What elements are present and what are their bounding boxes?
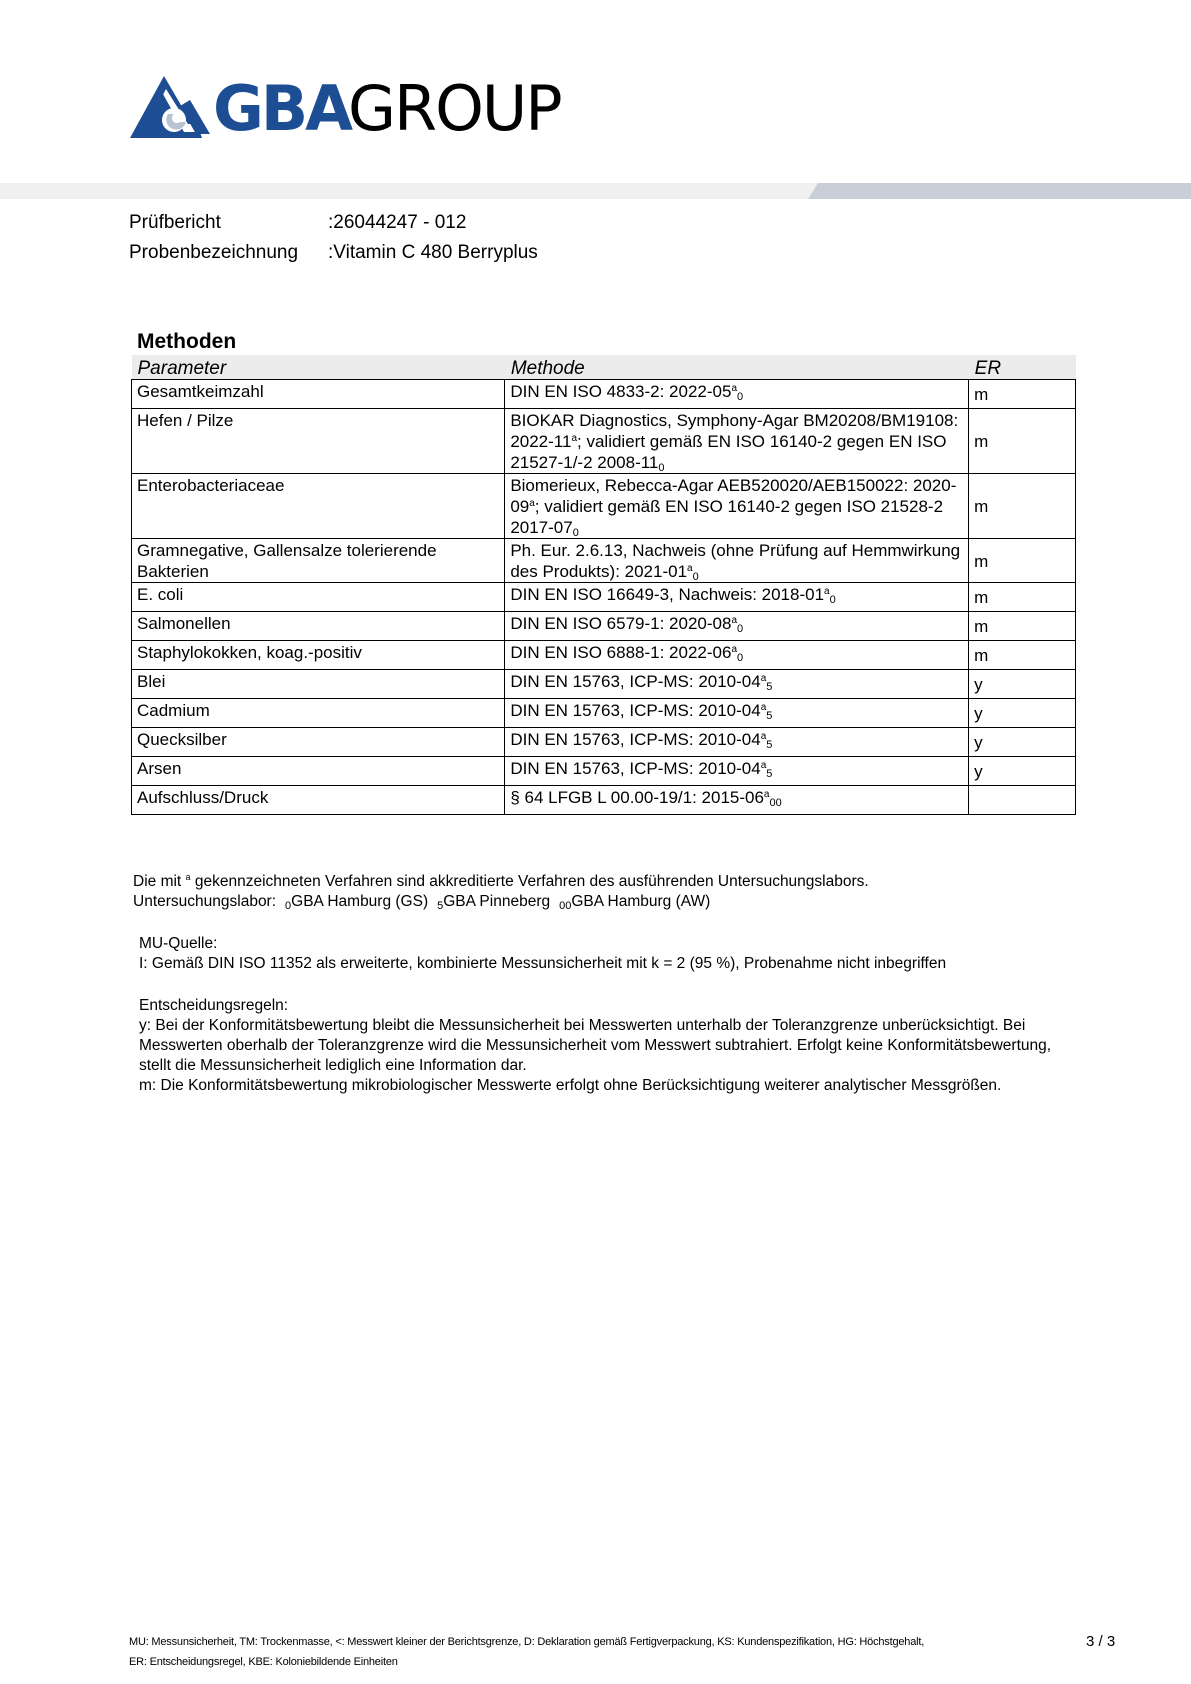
method-text: § 64 LFGB L 00.00-19/1: 2015-06 bbox=[510, 788, 764, 807]
report-number-row bbox=[129, 208, 538, 238]
labs-label: Untersuchungslabor: bbox=[133, 893, 277, 910]
parameter-cell: Blei bbox=[132, 670, 505, 699]
gba-group-logo bbox=[130, 72, 561, 145]
lab-code: 0 bbox=[737, 391, 744, 403]
header-parameter: Parameter bbox=[132, 355, 505, 380]
method-text: Biomerieux, Rebecca-Agar AEB520020/AEB150022: 2020-09 bbox=[510, 476, 957, 516]
parameter-cell: Quecksilber bbox=[132, 728, 505, 757]
lab-code: 0 bbox=[285, 900, 292, 912]
page-number: 3 / 3 bbox=[1086, 1633, 1116, 1650]
method-cell bbox=[505, 641, 969, 670]
table-row bbox=[132, 699, 1076, 728]
method-text-tail: ; validiert gemäß EN ISO 16140-2 gegen EN ISO 21527-1/-2 2008-11 bbox=[510, 432, 947, 472]
mu-text: I: Gemäß DIN ISO 11352 als erweiterte, kombinierte Messunsicherheit mit k = 2 (95 %), Probenahme nicht inbegriffen bbox=[139, 955, 947, 972]
gba-triangle-icon bbox=[130, 76, 210, 138]
method-cell bbox=[505, 728, 969, 757]
parameter-cell: Salmonellen bbox=[132, 612, 505, 641]
sample-name-value: :Vitamin C 480 Berryplus bbox=[328, 242, 538, 263]
accreditation-mark: a bbox=[760, 760, 767, 771]
logo-wordmark-group: GROUP bbox=[348, 72, 561, 145]
accreditation-mark: a bbox=[760, 702, 767, 713]
lab-code: 0 bbox=[658, 462, 665, 474]
parameter-cell: Hefen / Pilze bbox=[132, 409, 505, 474]
method-text: DIN EN 15763, ICP-MS: 2010-04 bbox=[510, 759, 761, 778]
method-text: DIN EN ISO 6579-1: 2020-08 bbox=[510, 614, 732, 633]
accreditation-note-post: gekennzeichneten Verfahren sind akkreditierte Verfahren des ausführenden Untersuchungslabors. bbox=[190, 873, 869, 890]
lab-code: 0 bbox=[737, 623, 744, 635]
method-text: BIOKAR Diagnostics, Symphony-Agar BM20208/BM19108: 2022-11 bbox=[510, 411, 959, 451]
er-cell: m bbox=[969, 612, 1076, 641]
accreditation-mark: a bbox=[529, 498, 535, 509]
lab-code: 0 bbox=[737, 652, 744, 664]
method-text: DIN EN ISO 6888-1: 2022-06 bbox=[510, 643, 732, 662]
er-cell: m bbox=[969, 380, 1076, 409]
report-number-value: :26044247 - 012 bbox=[328, 212, 467, 233]
footer-legend bbox=[129, 1632, 1009, 1672]
header-er: ER bbox=[969, 355, 1076, 380]
lab-entry bbox=[559, 893, 710, 910]
method-text-tail: ; validiert gemäß EN ISO 16140-2 gegen ISO 21528-2 2017-07 bbox=[510, 497, 944, 537]
er-cell: m bbox=[969, 409, 1076, 474]
accreditation-note-pre: Die mit bbox=[133, 873, 186, 890]
accreditation-mark: a bbox=[687, 563, 693, 574]
labs-line bbox=[133, 892, 1083, 912]
table-row bbox=[132, 380, 1076, 409]
er-cell: y bbox=[969, 728, 1076, 757]
lab-code: 0 bbox=[572, 527, 579, 539]
lab-code: 00 bbox=[769, 797, 782, 809]
lab-code: 0 bbox=[692, 571, 699, 583]
table-row bbox=[132, 583, 1076, 612]
method-cell bbox=[505, 539, 969, 583]
footer-line-1: MU: Messunsicherheit, TM: Trockenmasse, <: Messwert kleiner der Berichtsgrenze, D: Deklaration gemäß Fertigverpackung, KS: Kundenspezifikation, HG: Höchstgehalt, bbox=[129, 1636, 925, 1648]
lab-code: 5 bbox=[766, 739, 773, 751]
table-row bbox=[132, 474, 1076, 539]
method-text: DIN EN ISO 4833-2: 2022-05 bbox=[510, 382, 732, 401]
er-cell: m bbox=[969, 539, 1076, 583]
er-cell: y bbox=[969, 699, 1076, 728]
accreditation-mark: a bbox=[571, 433, 578, 444]
accreditation-mark: a bbox=[731, 383, 737, 394]
parameter-cell: Aufschluss/Druck bbox=[132, 786, 505, 815]
table-row bbox=[132, 728, 1076, 757]
method-text: DIN EN 15763, ICP-MS: 2010-04 bbox=[510, 730, 761, 749]
mu-title: MU-Quelle: bbox=[139, 935, 218, 952]
table-row bbox=[132, 786, 1076, 815]
lab-name: GBA Hamburg (AW) bbox=[571, 893, 711, 910]
accreditation-note bbox=[133, 872, 1083, 892]
er-cell: m bbox=[969, 583, 1076, 612]
accreditation-mark: a bbox=[731, 644, 737, 655]
method-text: DIN EN ISO 16649-3, Nachweis: 2018-01 bbox=[510, 585, 825, 604]
parameter-cell: Cadmium bbox=[132, 699, 505, 728]
accreditation-mark: a bbox=[763, 789, 770, 800]
lab-name: GBA Pinneberg bbox=[443, 893, 551, 910]
method-cell bbox=[505, 474, 969, 539]
logo-wordmark-gba: GBA bbox=[213, 72, 351, 145]
accreditation-mark: a bbox=[185, 872, 191, 882]
lab-entry bbox=[285, 893, 428, 910]
sample-name-label: Probenbezeichnung bbox=[129, 242, 299, 263]
parameter-cell: Gramnegative, Gallensalze tolerierende Bakterien bbox=[132, 539, 505, 583]
methods-table-body bbox=[132, 380, 1076, 815]
header-method: Methode bbox=[505, 355, 969, 380]
rule-y: y: Bei der Konformitätsbewertung bleibt die Messunsicherheit bei Messwerten unterhalb der Toleranzgrenze unberücksichtigt. Bei Messwerten oberhalb der Toleranzgrenze wird die Messunsicherheit vom Messwert subtrahiert. Erfolgt keine Konformitätsbewertung, stellt die Messunsicherheit lediglich eine Information dar. bbox=[139, 1017, 1052, 1074]
table-row bbox=[132, 641, 1076, 670]
sample-name-row bbox=[129, 238, 538, 268]
parameter-cell: Enterobacteriaceae bbox=[132, 474, 505, 539]
lab-name: GBA Hamburg (GS) bbox=[291, 893, 429, 910]
method-cell bbox=[505, 612, 969, 641]
labs-list bbox=[276, 893, 710, 910]
er-cell: y bbox=[969, 670, 1076, 699]
method-cell bbox=[505, 757, 969, 786]
method-cell bbox=[505, 670, 969, 699]
parameter-cell: Arsen bbox=[132, 757, 505, 786]
method-cell bbox=[505, 583, 969, 612]
table-row bbox=[132, 670, 1076, 699]
parameter-cell: E. coli bbox=[132, 583, 505, 612]
accreditation-mark: a bbox=[760, 673, 767, 684]
table-row bbox=[132, 612, 1076, 641]
lab-code: 5 bbox=[766, 768, 773, 780]
method-cell bbox=[505, 699, 969, 728]
er-cell: m bbox=[969, 641, 1076, 670]
parameter-cell: Staphylokokken, koag.-positiv bbox=[132, 641, 505, 670]
method-text: Ph. Eur. 2.6.13, Nachweis (ohne Prüfung auf Hemmwirkung des Produkts): 2021-01 bbox=[510, 541, 961, 581]
lab-code: 00 bbox=[559, 900, 572, 912]
er-cell bbox=[969, 786, 1076, 815]
method-cell bbox=[505, 409, 969, 474]
table-row bbox=[132, 409, 1076, 474]
methods-title: Methoden bbox=[137, 330, 237, 353]
accreditation-mark: a bbox=[731, 615, 737, 626]
rule-m: m: Die Konformitätsbewertung mikrobiologischer Messwerte erfolgt ohne Berücksichtigung weiterer analytischer Messgrößen. bbox=[139, 1077, 1002, 1094]
method-cell bbox=[505, 786, 969, 815]
lab-code: 5 bbox=[766, 681, 773, 693]
er-cell: m bbox=[969, 474, 1076, 539]
methods-header-row bbox=[132, 355, 1076, 380]
table-row bbox=[132, 757, 1076, 786]
report-number-label: Prüfbericht bbox=[129, 212, 221, 233]
notes-section bbox=[133, 872, 1083, 1096]
method-text: DIN EN 15763, ICP-MS: 2010-04 bbox=[510, 672, 761, 691]
accreditation-mark: a bbox=[824, 586, 830, 597]
rules-title: Entscheidungsregeln: bbox=[139, 997, 289, 1014]
lab-code: 5 bbox=[766, 710, 773, 722]
report-meta bbox=[129, 208, 538, 268]
er-cell: y bbox=[969, 757, 1076, 786]
footer-line-2: ER: Entscheidungsregel, KBE: Koloniebildende Einheiten bbox=[129, 1656, 398, 1668]
table-row bbox=[132, 539, 1076, 583]
parameter-cell: Gesamtkeimzahl bbox=[132, 380, 505, 409]
method-cell bbox=[505, 380, 969, 409]
lab-code: 0 bbox=[829, 594, 836, 606]
method-text: DIN EN 15763, ICP-MS: 2010-04 bbox=[510, 701, 761, 720]
lab-code: 5 bbox=[437, 900, 444, 912]
header-band bbox=[0, 183, 1191, 199]
lab-entry bbox=[437, 893, 550, 910]
accreditation-mark: a bbox=[760, 731, 767, 742]
methods-table bbox=[131, 355, 1076, 815]
